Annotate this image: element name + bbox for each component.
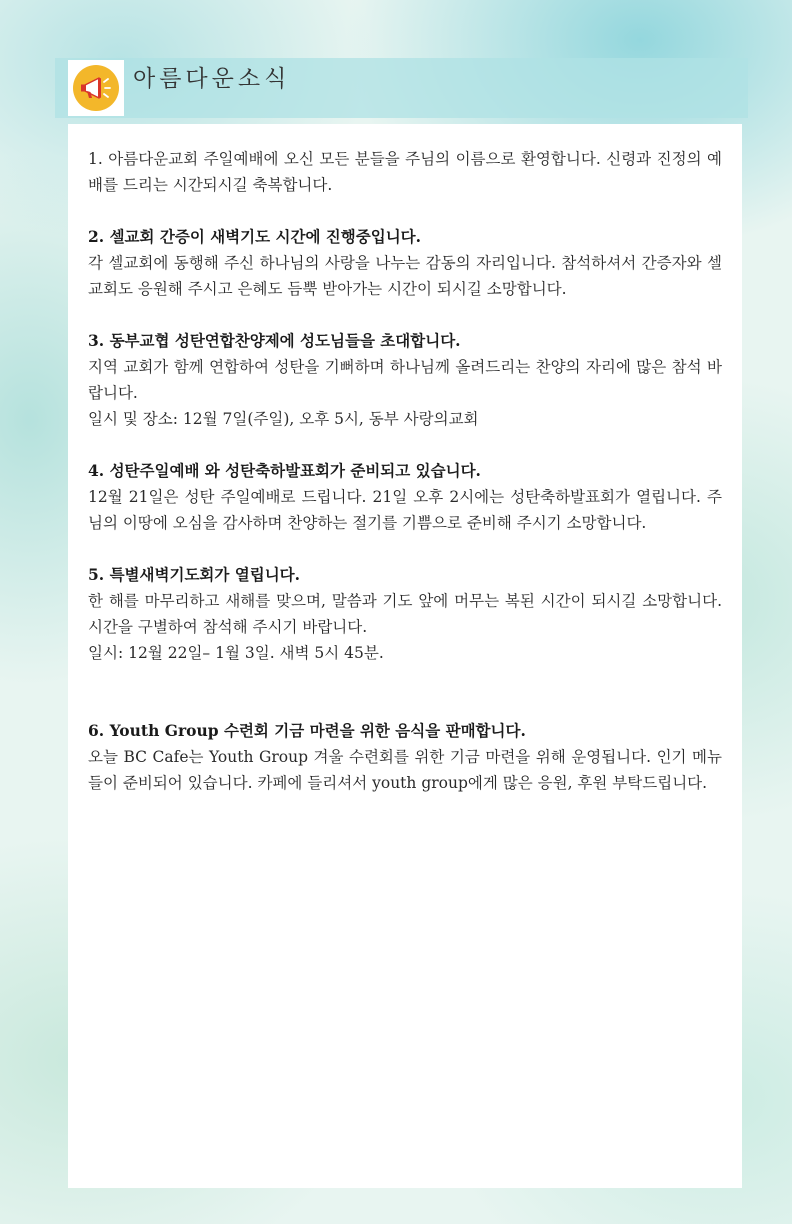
megaphone-icon bbox=[73, 65, 119, 111]
announcement-body: 각 셀교회에 동행해 주신 하나님의 사랑을 나누는 감동의 자리입니다. 참석하셔서 간증자와 셀교회도 응원해 주시고 은혜도 듬뿍 받아가는 시간이 되시길 소망합니다. bbox=[88, 254, 722, 298]
announcement-heading: 2. 셀교회 간증이 새벽기도 시간에 진행중입니다. bbox=[88, 227, 422, 246]
announcement-item-4 bbox=[88, 458, 722, 536]
announcement-heading: 6. Youth Group 수련회 기금 마련을 위한 음식을 판매합니다. bbox=[88, 721, 526, 740]
announcement-item-2 bbox=[88, 224, 722, 302]
announcement-list bbox=[88, 146, 722, 822]
announcement-body: 12월 21일은 성탄 주일예배로 드립니다. 21일 오후 2시에는 성탄축하발표회가 열립니다. 주님의 이땅에 오심을 감사하며 찬양하는 절기를 기쁨으로 준비해 주시기 소망합니다. bbox=[88, 488, 722, 532]
announcement-heading: 4. 성탄주일예배 와 성탄축하발표회가 준비되고 있습니다. bbox=[88, 461, 481, 480]
announcement-item-6 bbox=[88, 718, 722, 796]
announcement-body: 지역 교회가 함께 연합하여 성탄을 기뻐하며 하나님께 올려드리는 찬양의 자리에 많은 참석 바랍니다. bbox=[88, 358, 722, 402]
announcement-heading: 3. 동부교협 성탄연합찬양제에 성도님들을 초대합니다. bbox=[88, 331, 461, 350]
announcement-body: 한 해를 마무리하고 새해를 맞으며, 말씀과 기도 앞에 머무는 복된 시간이 되시길 소망합니다. 시간을 구별하여 참석해 주시기 바랍니다. bbox=[88, 592, 722, 636]
page-title: 아름다운소식 bbox=[133, 66, 291, 92]
announcement-item-5 bbox=[88, 562, 722, 666]
announcement-item-3 bbox=[88, 328, 722, 432]
announcement-detail: 일시 및 장소: 12월 7일(주일), 오후 5시, 동부 사랑의교회 bbox=[88, 410, 479, 428]
header-icon-frame bbox=[68, 60, 124, 116]
announcement-detail: 일시: 12월 22일– 1월 3일. 새벽 5시 45분. bbox=[88, 644, 384, 662]
announcement-body: 오늘 BC Cafe는 Youth Group 겨울 수련회를 위한 기금 마련을 위해 운영됩니다. 인기 메뉴들이 준비되어 있습니다. 카페에 들리셔서 youth group에게 많은 응원, 후원 부탁드립니다. bbox=[88, 748, 722, 792]
announcement-heading: 5. 특별새벽기도회가 열립니다. bbox=[88, 565, 301, 584]
announcement-body: 1. 아름다운교회 주일예배에 오신 모든 분들을 주님의 이름으로 환영합니다. 신령과 진정의 예배를 드리는 시간되시길 축복합니다. bbox=[88, 150, 722, 194]
announcement-item-1 bbox=[88, 146, 722, 198]
